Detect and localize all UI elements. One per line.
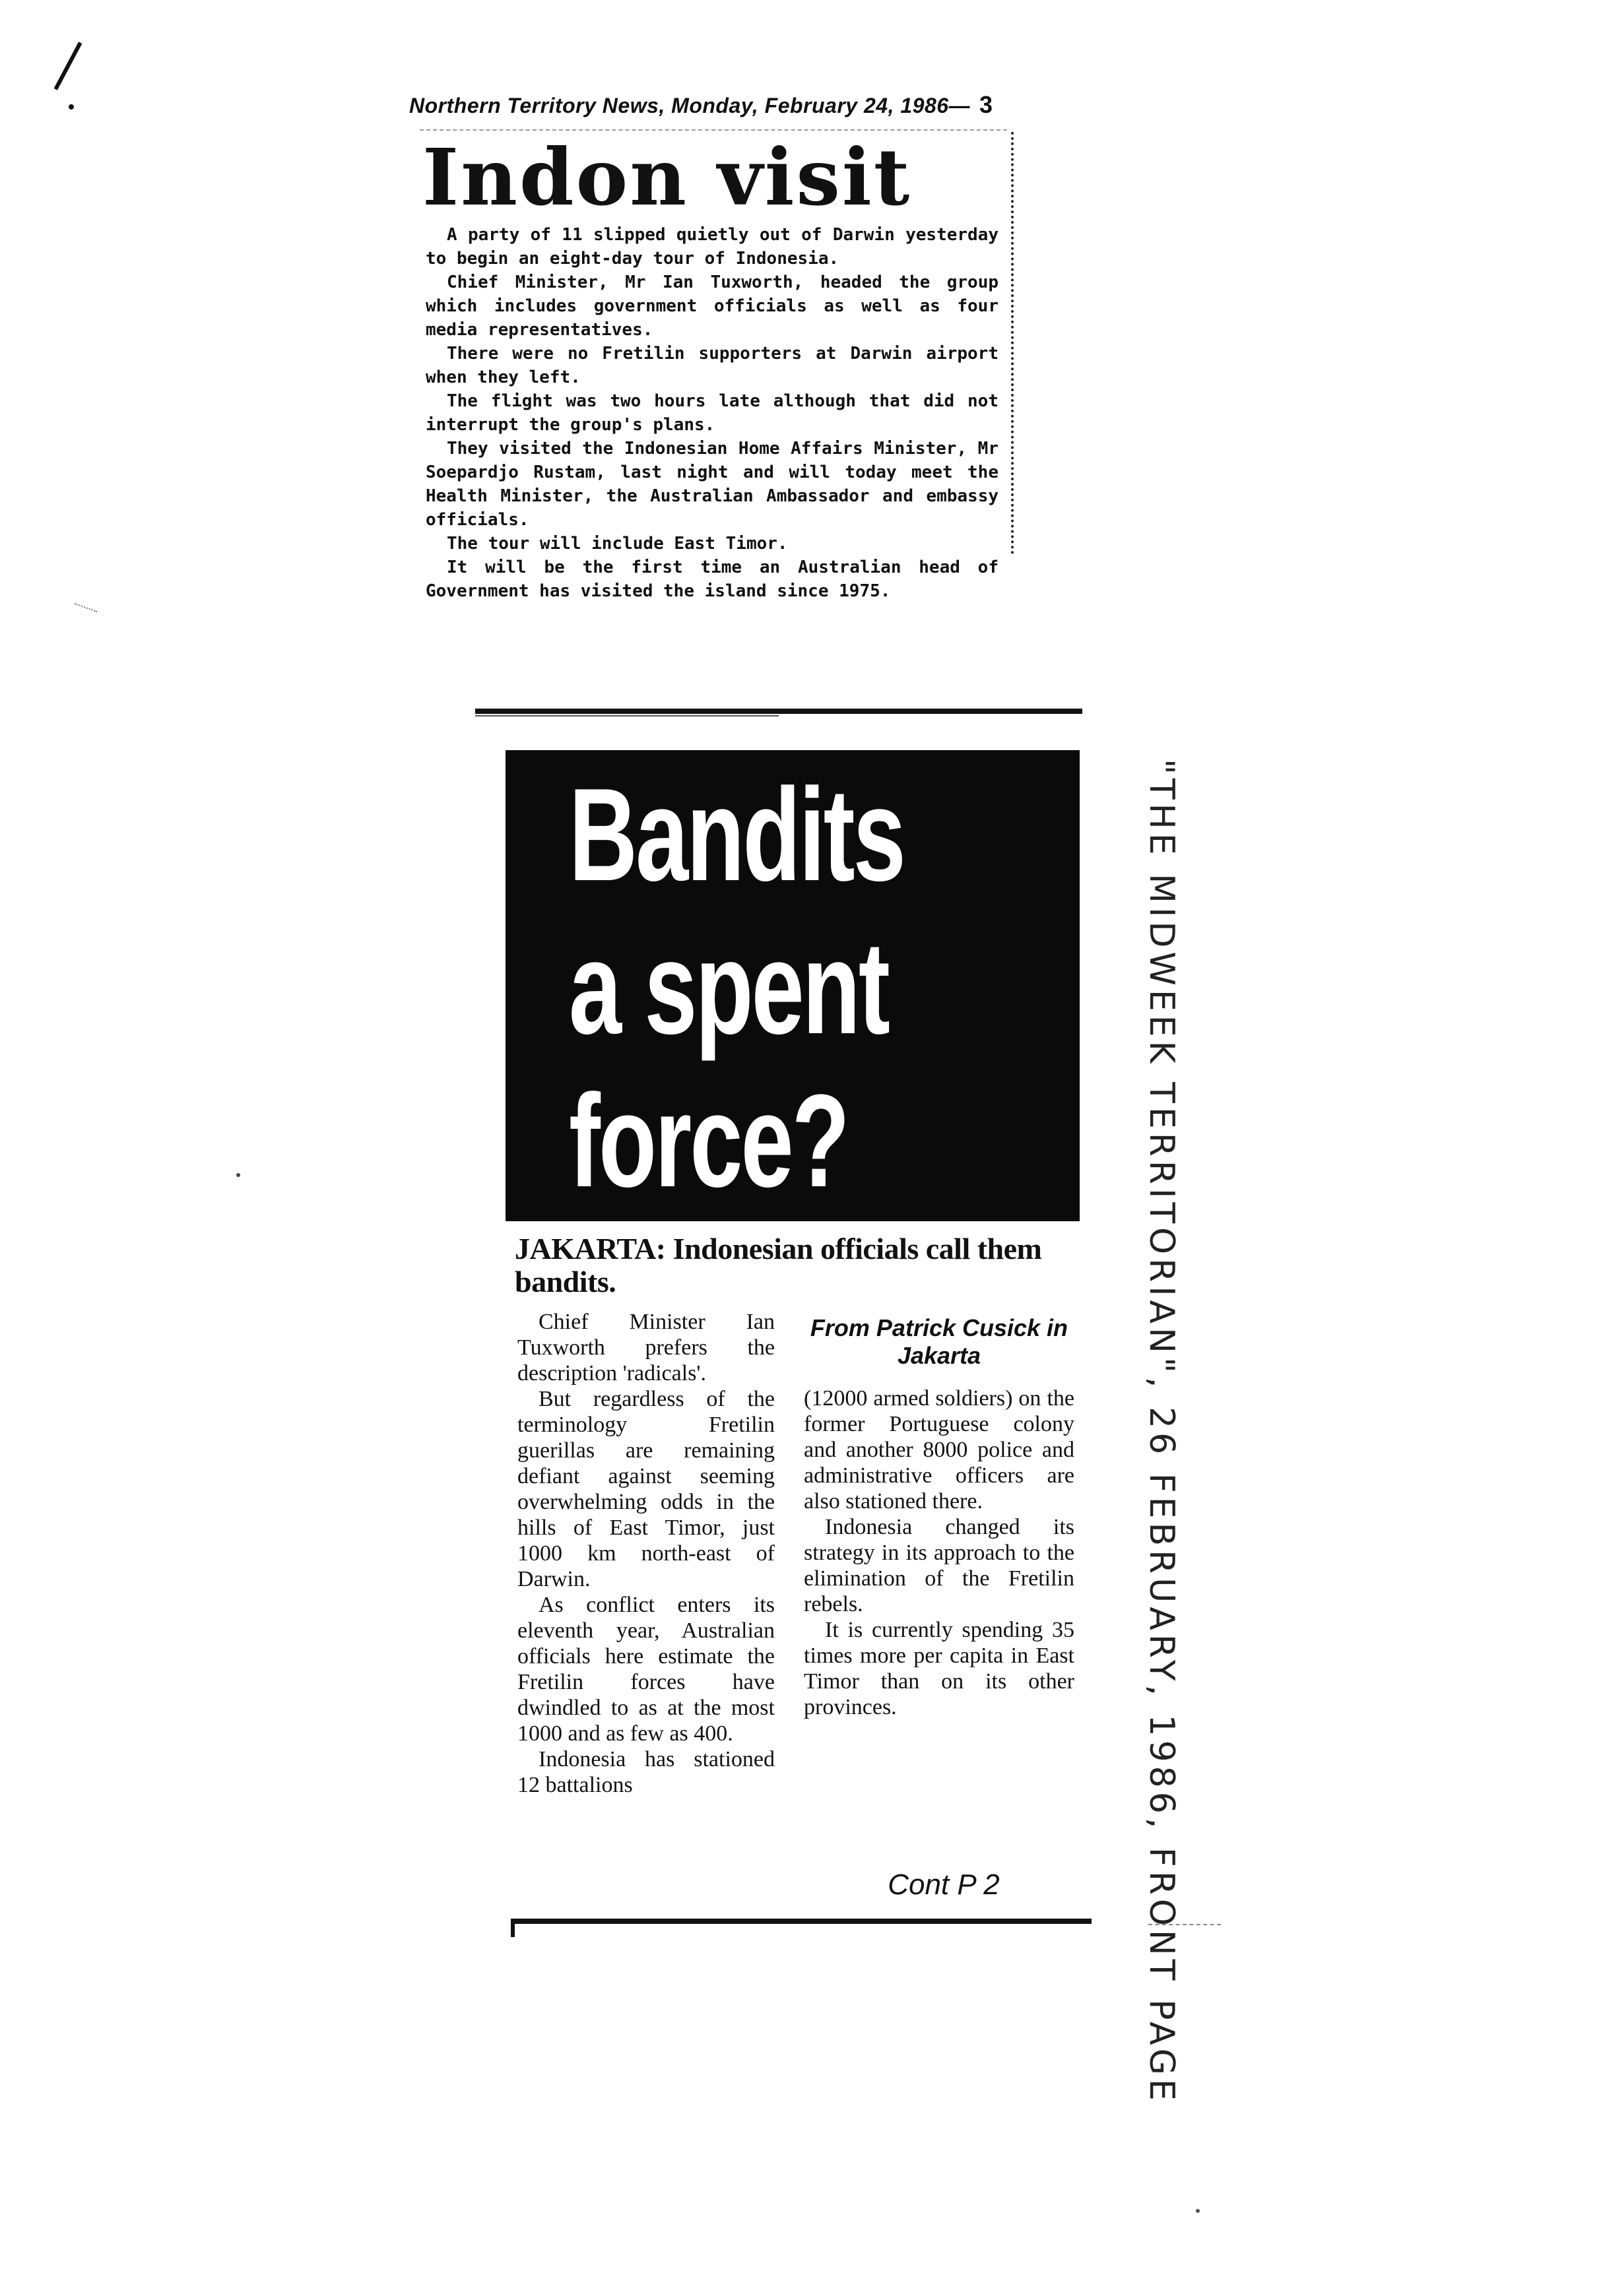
paragraph: But regardless of the terminology Fretilin guerillas are remaining defiant against seeming overwhelming odds in the hills of East Timor, just 1000 km north-east of Darwin.: [517, 1387, 775, 1591]
dateline-text: Northern Territory News, Monday, February 24, 1986—: [409, 94, 971, 117]
paragraph: Chief Minister Ian Tuxworth prefers the description 'radicals'.: [517, 1310, 775, 1386]
headline-indon-visit: Indon visit: [422, 131, 912, 223]
paragraph: There were no Fretilin supporters at Darwin airport when they left.: [426, 344, 999, 387]
paragraph: (12000 armed soldiers) on the former Portuguese colony and another 8000 police and administrative officers are also stationed there.: [804, 1386, 1074, 1514]
paragraph: It is currently spending 35 times more per capita in East Timor than on its other provinces.: [804, 1618, 1074, 1719]
dateline: [409, 91, 1016, 119]
paragraph: They visited the Indonesian Home Affairs Minister, Mr Soepardjo Rustam, last night and will today meet the Health Minister, the Australian Ambassador and embassy officials.: [426, 439, 999, 530]
scan-dot: [1196, 2209, 1200, 2213]
paragraph: Indonesia changed its strategy in its approach to the elimination of the Fretilin rebels.: [804, 1515, 1074, 1616]
scan-mark: [75, 603, 98, 612]
article-body: [426, 223, 999, 603]
scan-mark: [54, 42, 82, 90]
handwritten-source-note: "THE MIDWEEK TERRITORIAN", 26 FEBRUARY, 1986, FRONT PAGE: [1142, 759, 1181, 2105]
paragraph: It will be the first time an Australian head of Government has visited the island since 1975.: [426, 558, 999, 601]
scan-dot: [236, 1173, 240, 1177]
headline-line: a spent: [569, 914, 888, 1062]
byline: From Patrick Cusick in Jakarta: [810, 1314, 1068, 1369]
paragraph: A party of 11 slipped quietly out of Darwin yesterday to begin an eight-day tour of Indonesia.: [426, 225, 999, 269]
paragraph: The flight was two hours late although that did not interrupt the group's plans.: [426, 391, 999, 435]
paragraph: Indonesia has stationed 12 battalions: [517, 1747, 775, 1797]
clipping-rule-bottom: [511, 1919, 1092, 1924]
paragraph: Chief Minister, Mr Ian Tuxworth, headed the group which includes government officials as well as four media representatives.: [426, 272, 999, 340]
article-column-2: [804, 1386, 1074, 1720]
headline-bandits: [569, 759, 1044, 1218]
clipping-border-top: [420, 129, 1007, 131]
subhead: JAKARTA: Indonesian officials call them bandits.: [515, 1232, 1042, 1298]
continued-label: Cont P 2: [888, 1868, 1000, 1901]
clipping-border-right: [1011, 132, 1014, 554]
page-number: 3: [979, 91, 993, 118]
scan-dot: [69, 104, 74, 110]
paragraph: The tour will include East Timor.: [447, 534, 788, 554]
clipping-rule-top-thin: [475, 715, 779, 717]
paragraph: As conflict enters its eleventh year, Australian officials here estimate the Fretilin forces have dwindled to as at the most 1000 and as few as 400.: [517, 1593, 775, 1746]
clipping-rule-top: [475, 709, 1082, 714]
headline-line: Bandits: [569, 761, 904, 909]
article-column-1: [517, 1309, 775, 1798]
clipping-rule-tick: [511, 1919, 515, 1937]
headline-line: force?: [569, 1068, 848, 1215]
